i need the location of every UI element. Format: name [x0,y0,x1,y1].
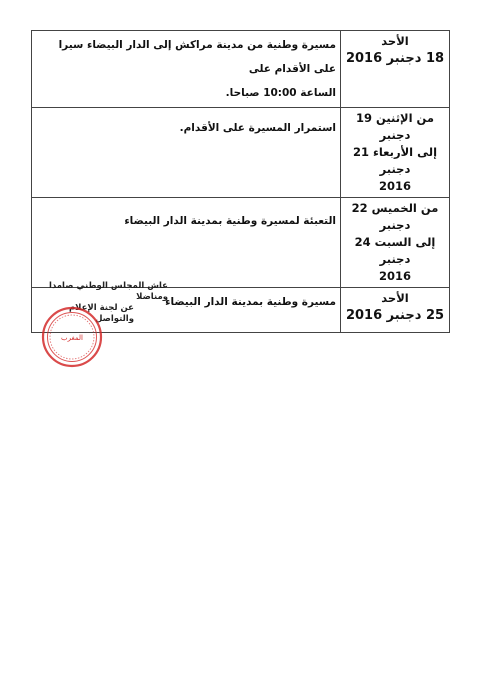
description-line: مسيرة وطنية بمدينة الدار البيضاء [165,296,336,308]
date-start: من الإثنين 19 دجنبر [355,111,435,142]
date-day: الأحد [381,34,409,48]
date-start: من الخميس 22 دجنبر [351,201,439,232]
date-year: 2016 [378,179,411,193]
description-line: التعبئة لمسيرة وطنية بمدينة الدار البيضاء [124,215,336,227]
date-value: 18 دجنبر 2016 [345,51,445,66]
description-cell [32,31,341,108]
date-end: إلى السبت 24 دجنبر [354,235,436,266]
table-row [32,198,450,288]
stamp-text: المغرب [61,334,83,342]
date-year: 2016 [378,269,411,283]
table-row [32,108,450,198]
description-cell [32,198,341,288]
date-day: الأحد [381,291,409,305]
date-cell [341,31,450,108]
description-line: استمرار المسيرة على الأقدام. [179,122,336,134]
signature-line: عاش المجلس الوطني صامدا ومناضلا [48,281,168,302]
description-line: مسيرة وطنية من مدينة مراكش إلى الدار البيضاء سيرا على الأقدام على [58,39,336,75]
signature-line: عن لجنة الإعلام والتواصل [68,303,134,324]
date-value: 25 دجنبر 2016 [345,308,445,323]
description-line: الساعة 10:00 صباحا. [225,87,336,99]
date-cell [341,198,450,288]
date-end: إلى الأربعاء 21 دجنبر [352,145,438,176]
description-cell [32,108,341,198]
date-cell [341,108,450,198]
table-row [32,31,450,108]
date-cell [341,288,450,333]
stamp-seal [41,306,103,368]
